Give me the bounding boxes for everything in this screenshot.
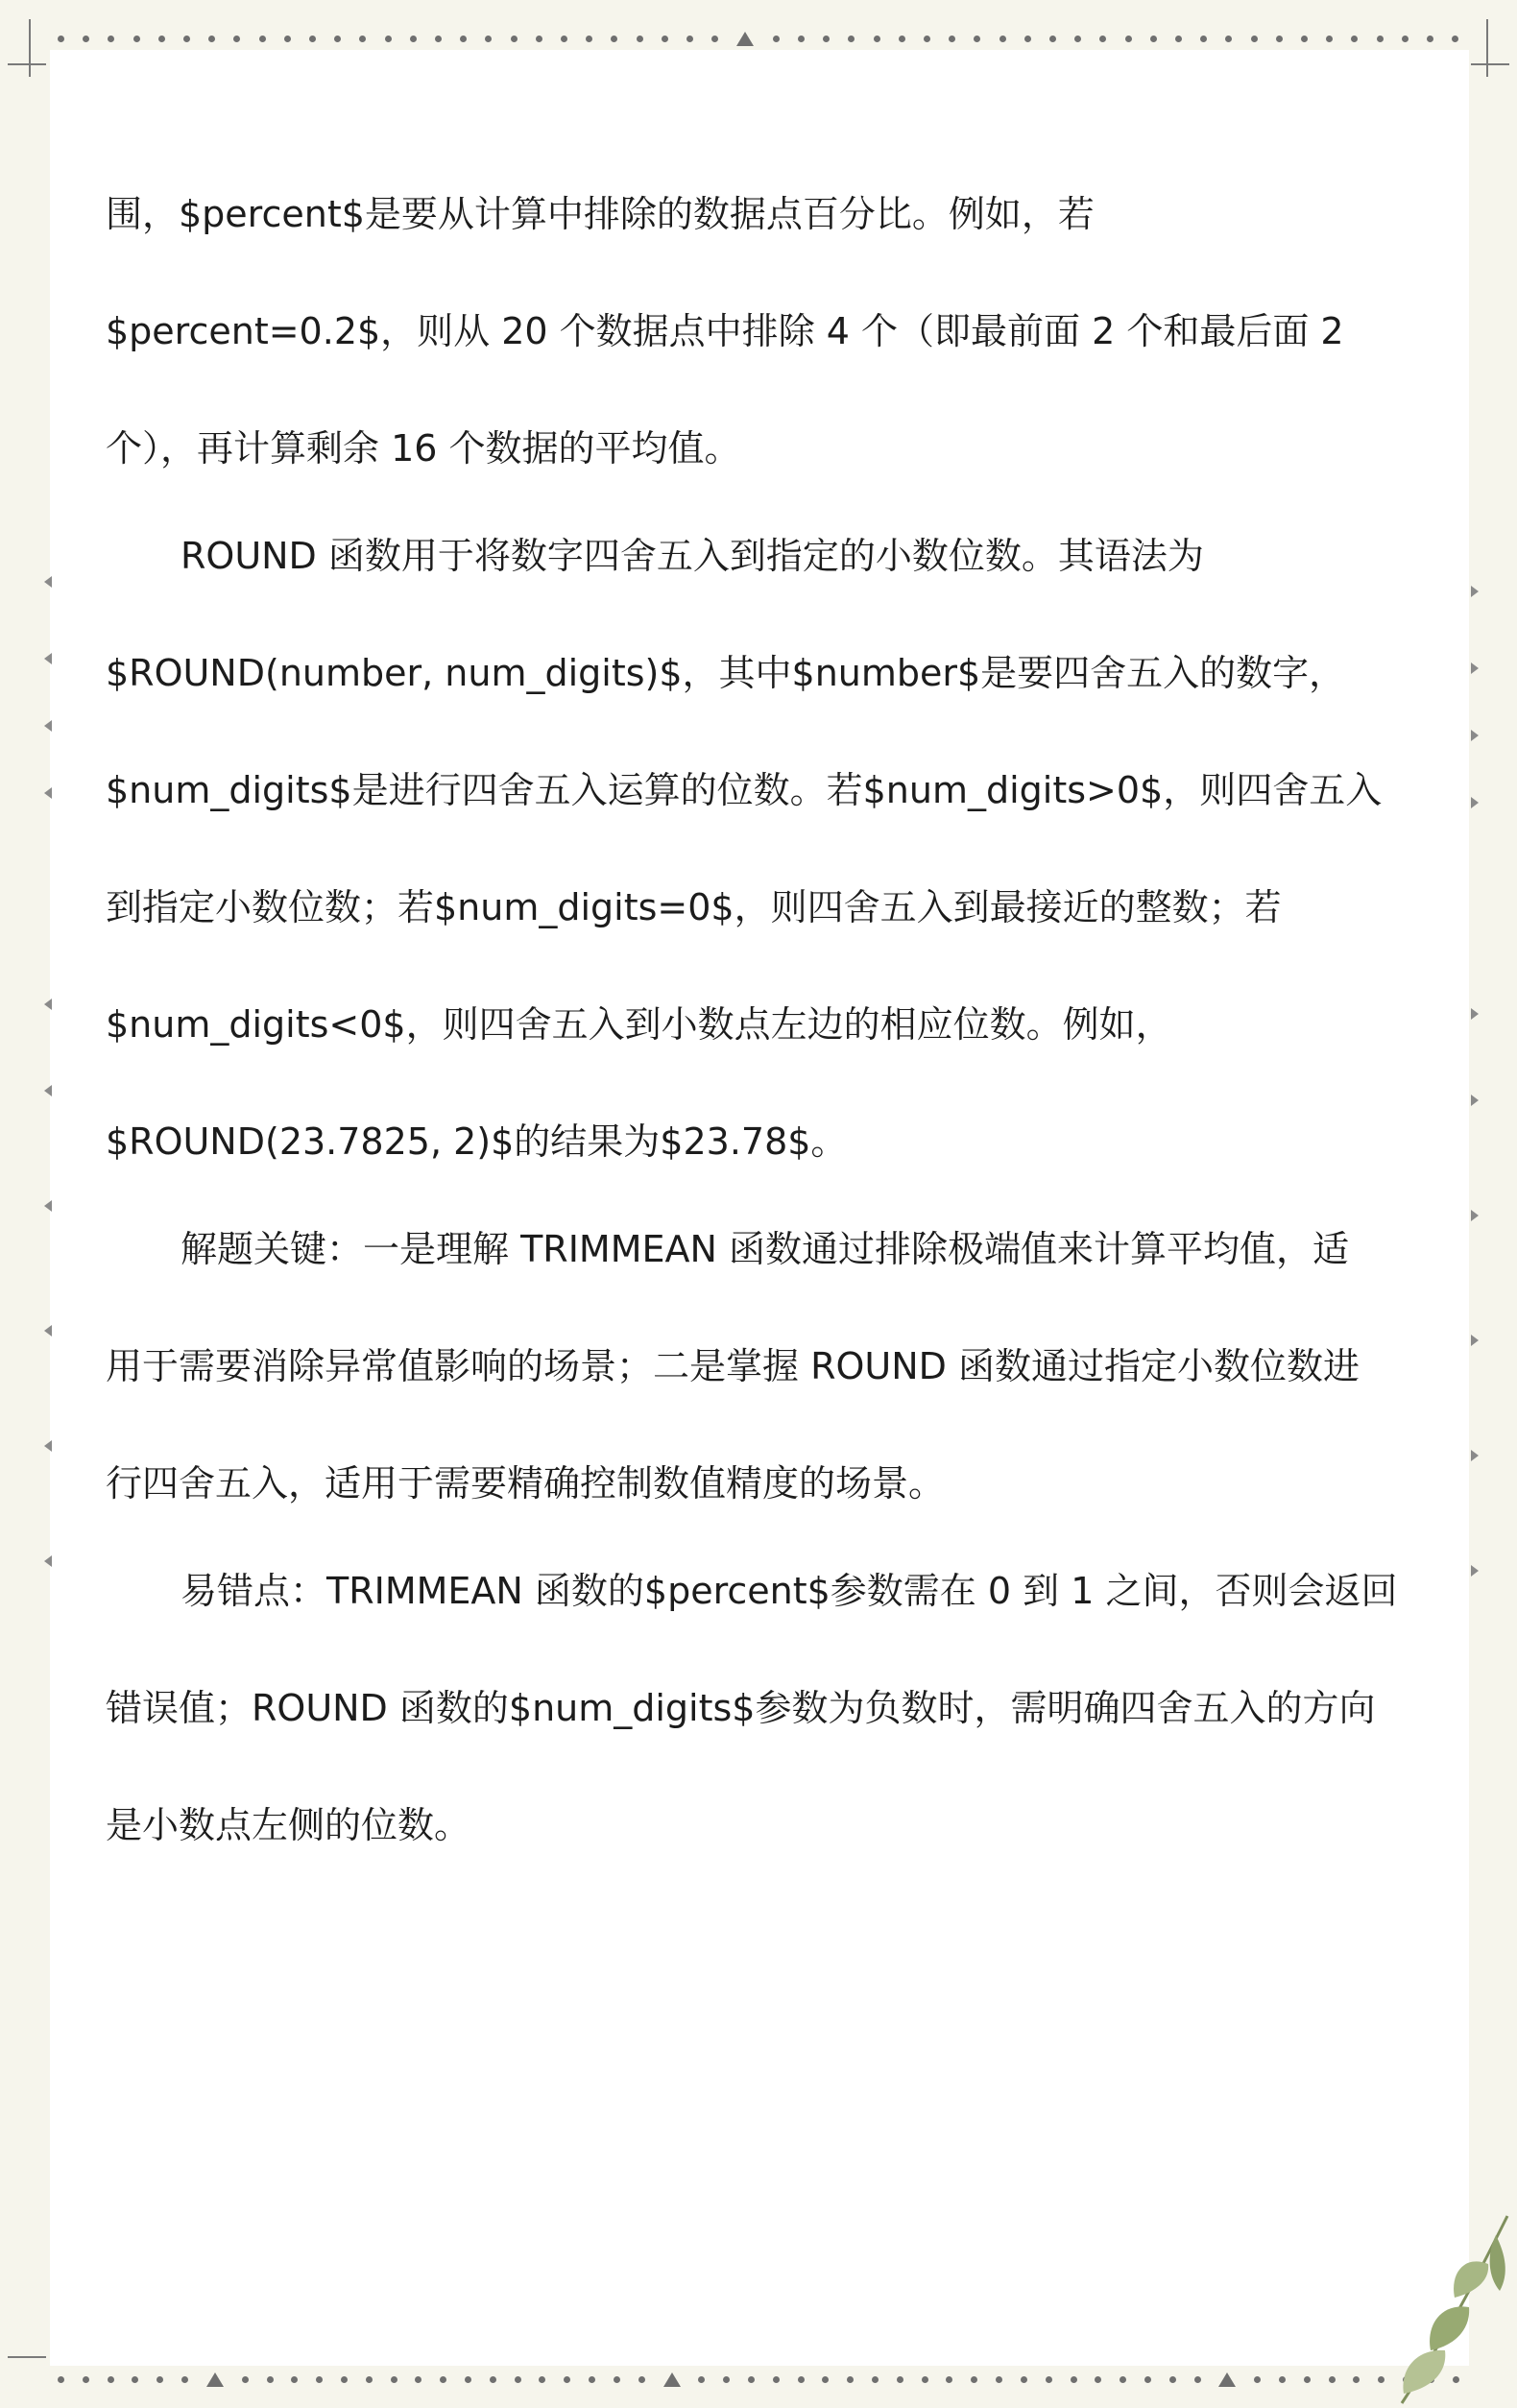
frame-dot-icon [971,2376,977,2383]
frame-bottom-border [58,2370,1459,2389]
corner-line-bottom-left [8,2356,46,2358]
frame-dot-icon [872,2376,879,2383]
frame-dot-icon [748,2376,755,2383]
text-line: $num_digits<0$，则四舍五入到小数点左边的相应位数。例如， [106,1003,1172,1046]
side-triangle-icon [1471,1335,1479,1346]
frame-dot-icon [1175,36,1182,42]
frame-triangle-icon [736,32,754,46]
frame-triangle-icon [1218,2372,1236,2387]
frame-dot-icon [564,2376,570,2383]
frame-top-border [58,29,1459,48]
frame-dot-icon [899,36,905,42]
frame-dot-icon [1225,36,1232,42]
frame-dot-icon [1279,2376,1286,2383]
frame-dot-icon [1144,2376,1151,2383]
frame-dot-icon [359,36,366,42]
side-triangle-icon [44,999,52,1010]
side-triangle-icon [44,787,52,799]
frame-dot-icon [316,2376,323,2383]
corner-line-top-right [1471,63,1509,65]
frame-dot-icon [511,36,518,42]
text-line: 易错点：TRIMMEAN 函数的$percent$参数需在 0 到 1 之间，否则会返回 [181,1570,1398,1612]
frame-dot-icon [309,36,316,42]
frame-dot-icon [823,36,830,42]
frame-dot-icon [267,2376,274,2383]
frame-dot-icon [132,2376,138,2383]
side-triangle-icon [1471,797,1479,808]
frame-dot-icon [773,2376,780,2383]
side-triangle-icon [44,720,52,732]
frame-dot-icon [1024,36,1031,42]
frame-dot-icon [1301,36,1308,42]
side-triangle-icon [1471,1008,1479,1020]
text-line: 错误值；ROUND 函数的$num_digits$参数为负数时，需明确四舍五入的方向 [106,1687,1376,1729]
frame-dot-icon [1095,2376,1101,2383]
frame-dot-icon [341,2376,348,2383]
frame-dot-icon [1377,36,1384,42]
frame-dot-icon [589,2376,595,2383]
frame-dot-icon [1169,2376,1176,2383]
frame-dot-icon [1351,36,1358,42]
frame-dot-icon [773,36,780,42]
frame-dot-icon [686,36,693,42]
frame-dot-icon [58,36,64,42]
frame-dot-icon [1021,2376,1027,2383]
frame-dot-icon [711,36,718,42]
side-triangle-icon [44,1555,52,1567]
frame-triangle-icon [206,2372,224,2387]
side-triangle-icon [1471,662,1479,674]
corner-line-left-vertical [29,19,31,77]
frame-dot-icon [1049,36,1056,42]
frame-dot-icon [561,36,567,42]
side-triangle-icon [44,1085,52,1096]
frame-dot-icon [798,2376,805,2383]
frame-dot-icon [1452,36,1458,42]
document-page [50,50,1469,2366]
frame-dot-icon [391,2376,397,2383]
frame-dot-icon [83,36,89,42]
frame-dot-icon [847,2376,854,2383]
frame-dot-icon [1071,2376,1077,2383]
frame-dot-icon [208,36,215,42]
document-body [106,156,1469,1884]
corner-line-right-vertical [1486,19,1488,77]
frame-dot-icon [1150,36,1157,42]
paragraph-round-function [106,497,1469,1200]
leaf-decoration-icon [1287,2197,1517,2408]
frame-dot-icon [108,2376,114,2383]
frame-dot-icon [586,36,592,42]
frame-dot-icon [698,2376,705,2383]
frame-dot-icon [974,36,980,42]
frame-dot-icon [539,2376,545,2383]
frame-dot-icon [1427,36,1433,42]
frame-dot-icon [291,2376,298,2383]
side-triangle-icon [1471,1450,1479,1461]
frame-dot-icon [924,36,930,42]
frame-dot-icon [58,2376,64,2383]
frame-dot-icon [611,36,617,42]
paragraph-key-points [106,1191,1469,1542]
text-line: 行四舍五入，适用于需要精确控制数值精度的场景。 [106,1462,946,1505]
text-line: $num_digits$是进行四舍五入运算的位数。若$num_digits>0$，则四舍五入 [106,769,1383,811]
frame-dot-icon [385,36,392,42]
side-triangle-icon [44,576,52,588]
frame-dot-icon [1046,2376,1052,2383]
text-line: 个），再计算剩余 16 个数据的平均值。 [106,427,741,470]
text-line: 到指定小数位数；若$num_digits=0$，则四舍五入到最接近的整数；若 [106,886,1282,928]
frame-triangle-icon [663,2372,681,2387]
frame-dot-icon [259,36,266,42]
frame-dot-icon [158,36,165,42]
side-triangle-icon [44,653,52,664]
text-line: 解题关键：一是理解 TRIMMEAN 函数通过排除极端值来计算平均值，适 [181,1228,1349,1270]
side-triangle-icon [1471,1210,1479,1221]
frame-dot-icon [485,36,492,42]
frame-dot-icon [662,36,668,42]
frame-dot-icon [181,2376,188,2383]
frame-dot-icon [1125,36,1132,42]
frame-dot-icon [897,2376,903,2383]
side-triangle-icon [44,1440,52,1452]
frame-dot-icon [848,36,855,42]
frame-dot-icon [874,36,880,42]
text-line: $percent=0.2$，则从 20 个数据点中排除 4 个（即最前面 2 个和最后面 2 [106,310,1344,352]
frame-dot-icon [999,36,1006,42]
frame-dot-icon [536,36,542,42]
side-triangle-icon [1471,586,1479,597]
frame-dot-icon [638,2376,645,2383]
frame-dot-icon [334,36,341,42]
frame-dot-icon [946,2376,952,2383]
paragraph-trimmean-example [106,156,1469,507]
frame-dot-icon [435,36,442,42]
frame-dot-icon [1254,2376,1261,2383]
frame-dot-icon [233,36,240,42]
frame-dot-icon [515,2376,521,2383]
frame-dot-icon [465,2376,471,2383]
text-line: 用于需要消除异常值影响的场景；二是掌握 ROUND 函数通过指定小数位数进 [106,1345,1360,1387]
side-triangle-icon [44,1325,52,1336]
frame-dot-icon [822,2376,829,2383]
frame-dot-icon [242,2376,249,2383]
frame-dot-icon [996,2376,1002,2383]
side-triangle-icon [44,1200,52,1212]
frame-dot-icon [922,2376,928,2383]
frame-dot-icon [1326,36,1333,42]
text-line: $ROUND(23.7825, 2)$的结果为$23.78$。 [106,1120,848,1163]
frame-dot-icon [1251,36,1258,42]
corner-line-top-left [8,63,46,65]
frame-dot-icon [1402,36,1409,42]
frame-dot-icon [440,2376,446,2383]
frame-dot-icon [723,2376,730,2383]
frame-dot-icon [1276,36,1283,42]
frame-dot-icon [366,2376,373,2383]
frame-dot-icon [1194,2376,1201,2383]
text-line: 围，$percent$是要从计算中排除的数据点百分比。例如，若 [106,193,1095,235]
frame-dot-icon [157,2376,163,2383]
frame-dot-icon [284,36,291,42]
frame-dot-icon [614,2376,620,2383]
text-line: 是小数点左侧的位数。 [106,1804,471,1846]
side-triangle-icon [1471,730,1479,741]
text-line: ROUND 函数用于将数字四舍五入到指定的小数位数。其语法为 [181,535,1204,577]
paragraph-common-mistakes [106,1532,1469,1884]
frame-dot-icon [460,36,467,42]
frame-dot-icon [949,36,955,42]
frame-dot-icon [410,36,417,42]
frame-dot-icon [1120,2376,1126,2383]
text-line: $ROUND(number, num_digits)$，其中$number$是要四舍五入的数字， [106,652,1346,694]
frame-dot-icon [133,36,140,42]
frame-dot-icon [490,2376,496,2383]
frame-dot-icon [637,36,643,42]
frame-dot-icon [108,36,114,42]
frame-dot-icon [1099,36,1106,42]
frame-dot-icon [83,2376,89,2383]
frame-dot-icon [415,2376,421,2383]
frame-dot-icon [1074,36,1081,42]
side-triangle-icon [1471,1565,1479,1577]
frame-dot-icon [1200,36,1207,42]
frame-dot-icon [798,36,805,42]
side-triangle-icon [1471,1095,1479,1106]
frame-dot-icon [183,36,190,42]
